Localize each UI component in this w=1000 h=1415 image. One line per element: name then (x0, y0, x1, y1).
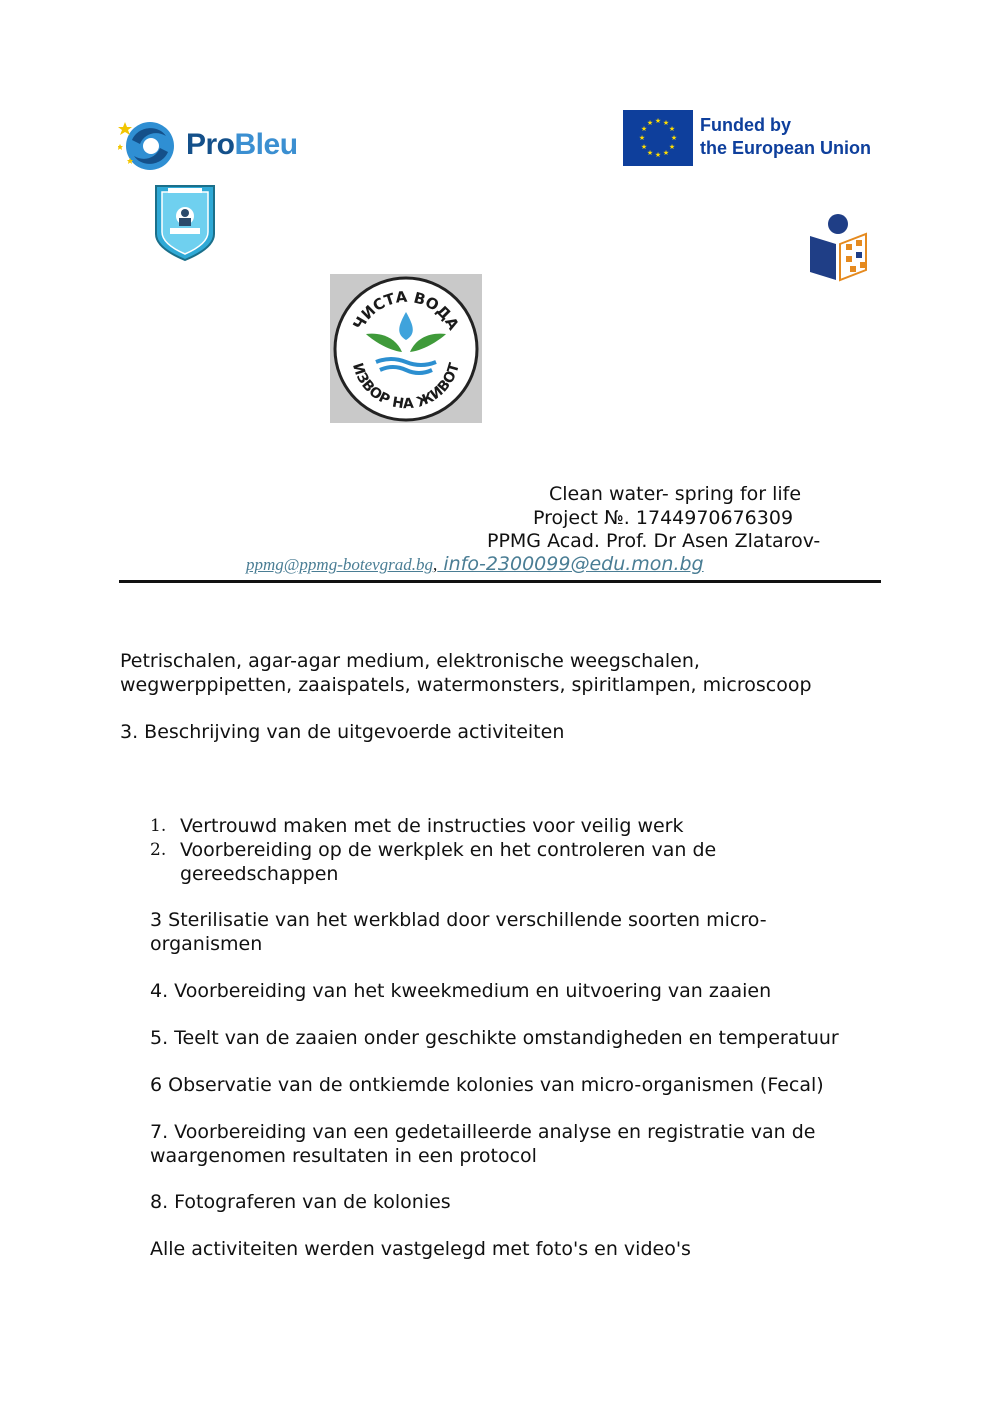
svg-text:★: ★ (646, 149, 654, 157)
email-link-ppmg[interactable]: ppmg@ppmg-botevgrad.bg (246, 555, 434, 574)
svg-text:★: ★ (668, 143, 676, 151)
svg-text:★: ★ (662, 149, 670, 157)
activity-item: 8. Fotograferen van de kolonies (150, 1191, 451, 1213)
school-name: PPMG Acad. Prof. Dr Asen Zlatarov- (487, 530, 821, 552)
badge-top-text: ЧИСТА ВОДА (349, 287, 463, 334)
list-item-number: 2. (150, 840, 167, 860)
svg-text:★: ★ (654, 117, 662, 125)
svg-text:★: ★ (668, 125, 676, 133)
materials-line-1: Petrischalen, agar-agar medium, elektronische weegschalen, (120, 650, 700, 672)
project-title: Clean water- spring for life (549, 483, 802, 505)
probleu-swirl-icon (118, 122, 174, 170)
email-separator: , (433, 555, 438, 574)
probleu-wordmark (186, 128, 298, 162)
section-heading: 3. Beschrijving van de uitgevoerde activiteiten (120, 721, 565, 743)
contact-emails (246, 553, 704, 575)
activity-item: 6 Observatie van de ontkiemde kolonies van micro-organismen (Fecal) (150, 1074, 824, 1096)
project-number: Project №. 1744970676309 (533, 507, 794, 529)
email-link-info[interactable]: info-2300099@edu.mon.bg (437, 553, 704, 575)
materials-line-2: wegwerppipetten, zaaispatels, watermonsters, spiritlampen, microscoop (120, 674, 812, 696)
svg-text:★: ★ (640, 143, 648, 151)
badge-bottom-text: ИЗВОР НА ЖИВОТ (348, 361, 463, 413)
header-divider (119, 580, 881, 583)
materials-paragraph (120, 649, 812, 697)
svg-text:★: ★ (640, 125, 648, 133)
open-book-logo-icon (806, 212, 876, 282)
eu-funding-line-1: Funded by (700, 115, 791, 135)
eu-funding-line-2: the European Union (700, 138, 871, 158)
activity-item: 7. Voorbereiding van een gedetailleerde analyse en registratie van de waargenomen resultaten in een protocol (150, 1121, 816, 1167)
closing-sentence: Alle activiteiten werden vastgelegd met foto's en video's (150, 1238, 691, 1260)
probleu-wordmark-bleu: Bleu (234, 128, 298, 161)
list-item-text: Voorbereiding op de werkplek en het controleren van de gereedschappen (180, 839, 717, 885)
activity-item: 4. Voorbereiding van het kweekmedium en uitvoering van zaaien (150, 980, 772, 1002)
svg-text:★: ★ (654, 151, 662, 159)
svg-text:★: ★ (638, 134, 646, 142)
list-item-text: Vertrouwd maken met de instructies voor veilig werk (180, 815, 684, 837)
eu-flag-icon (623, 110, 693, 166)
list-item-number: 1. (150, 816, 167, 836)
svg-text:★: ★ (670, 134, 678, 142)
clean-water-badge (330, 274, 482, 423)
school-emblem-icon (150, 182, 220, 262)
svg-text:★: ★ (646, 119, 654, 127)
probleu-wordmark-pro: Pro (186, 128, 235, 161)
svg-text:★: ★ (662, 119, 670, 127)
activity-item: 3 Sterilisatie van het werkblad door verschillende soorten micro-organismen (150, 909, 767, 955)
eu-funding-label (700, 114, 871, 160)
activity-item: 5. Teelt van de zaaien onder geschikte omstandigheden en temperatuur (150, 1027, 839, 1049)
